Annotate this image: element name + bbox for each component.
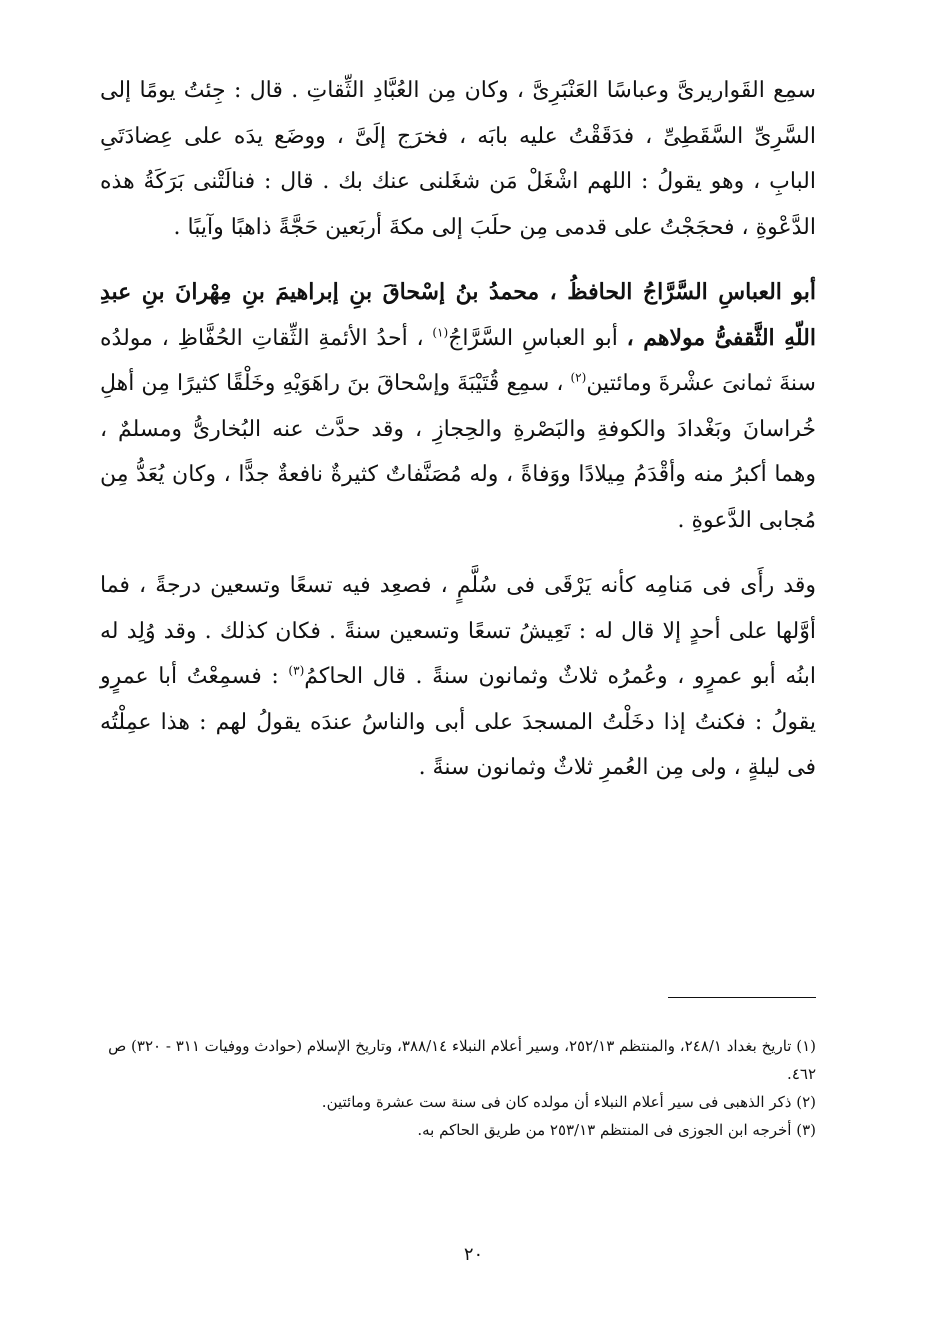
- paragraph-2-text-3: ، سمِع قُتَيْبَةَ وإسْحاقَ بنَ راهَوَيْهِ وخَلْقًا كثيرًا مِن أهلِ خُراسانَ وبَغْدادَ والكوفةِ والبَصْرةِ والحِجازِ ، وقد حدَّث عنه البُخارىُّ ومسلمٌ ، وهما أكبرُ منه وأقْدَمُ مِيلادًا ووَفاةً ، وله مُصَنَّفاتٌ كثيرةٌ نافعةٌ جدًّا ، وكان يُعَدُّ مِن مُجابى الدَّعوةِ .: [100, 371, 816, 533]
- footnote-3: (٣) أخرجه ابن الجوزى فى المنتظم ٢٥٣/١٣ من طريق الحاكم به.: [417, 1121, 816, 1139]
- paragraph-3: [100, 563, 816, 791]
- footnote-ref-2: (٢): [570, 370, 587, 385]
- footnote-2: (٢) ذكر الذهبى فى سير أعلام النبلاء أن مولده كان فى سنة ست عشرة ومائتين.: [321, 1093, 816, 1111]
- paragraph-3-text-1: وقد رأَى فى مَنامِه كأنه يَرْقَى فى سُلَّمٍ ، فصعِد فيه تسعًا وتسعين درجةً ، فما أوَّلها على أحدٍ إلا قال له : تَعِيشُ تسعًا وتسعين سنةً . فكان كذلك . وقد وُلِد له ابنُه أبو عمرٍو ، وعُمرُه ثلاثٌ وثمانون سنةً . قال الحاكمُ: [100, 573, 816, 689]
- footnote-1: (١) تاريخ بغداد ٢٤٨/١، والمنتظم ٢٥٢/١٣، وسير أعلام النبلاء ٣٨٨/١٤، وتاريخ الإسلام (حوادث ووفيات ٣١١ - ٣٢٠) ص ٤٦٢.: [108, 1037, 816, 1083]
- biography-heading: أبو العباسِ السَّرَّاجُ الحافظُ ، محمدُ بنُ إسْحاقَ بنِ إبراهيمَ بنِ مِهْرانَ بنِ عبدِ اللّهِ الثَّقفىُّ مولاهم ،: [100, 279, 816, 351]
- paragraph-3-text-2: : فسمِعْتُ أبا عمرٍو يقولُ : فكنتُ إذا دخَلْتُ المسجدَ على أبى والناسُ عندَه يقولُ لهم : هذا عمِلْتُه فى ليلةٍ ، ولى مِن العُمرِ ثلاثٌ وثمانون سنةً .: [100, 664, 816, 780]
- footnotes: [102, 1032, 816, 1144]
- paragraph-2-biography: [100, 270, 816, 543]
- paragraph-2-text-1: أبو العباسِ السَّرَّاجُ: [448, 325, 627, 351]
- page-number: ٢٠: [463, 1244, 484, 1265]
- paragraph-2-text-2: ، أحدُ الأئمةِ الثِّقاتِ الحُفَّاظِ ، مولدُه سنةَ ثمانىَ عشْرةَ ومائتين: [100, 325, 816, 396]
- main-text: [100, 68, 816, 791]
- footnote-ref-1: (١): [432, 325, 449, 340]
- paragraph-1: سمِع القَواريرىَّ وعباسًا العَنْبَرِىَّ ، وكان مِن العُبَّادِ الثِّقاتِ . قال : جِئتُ يومًا إلى السَّرِىِّ السَّقَطِىِّ ، فدَقَقْتُ عليه بابَه ، فخرَج إلَىَّ ، ووضَع يدَه على عِضادَتَىِ البابِ ، وهو يقولُ : اللهم اشْغَلْ مَن شغَلنى عنك بك . قال : فنالَتْنى بَرَكَةُ هذه الدَّعْوةِ ، فحجَجْتُ على قدمى مِن حلَبَ إلى مكةَ أربَعين حَجَّةً ذاهبًا وآيبًا .: [100, 78, 816, 240]
- footnote-ref-3: (٣): [288, 663, 305, 678]
- footnote-separator: [668, 997, 816, 998]
